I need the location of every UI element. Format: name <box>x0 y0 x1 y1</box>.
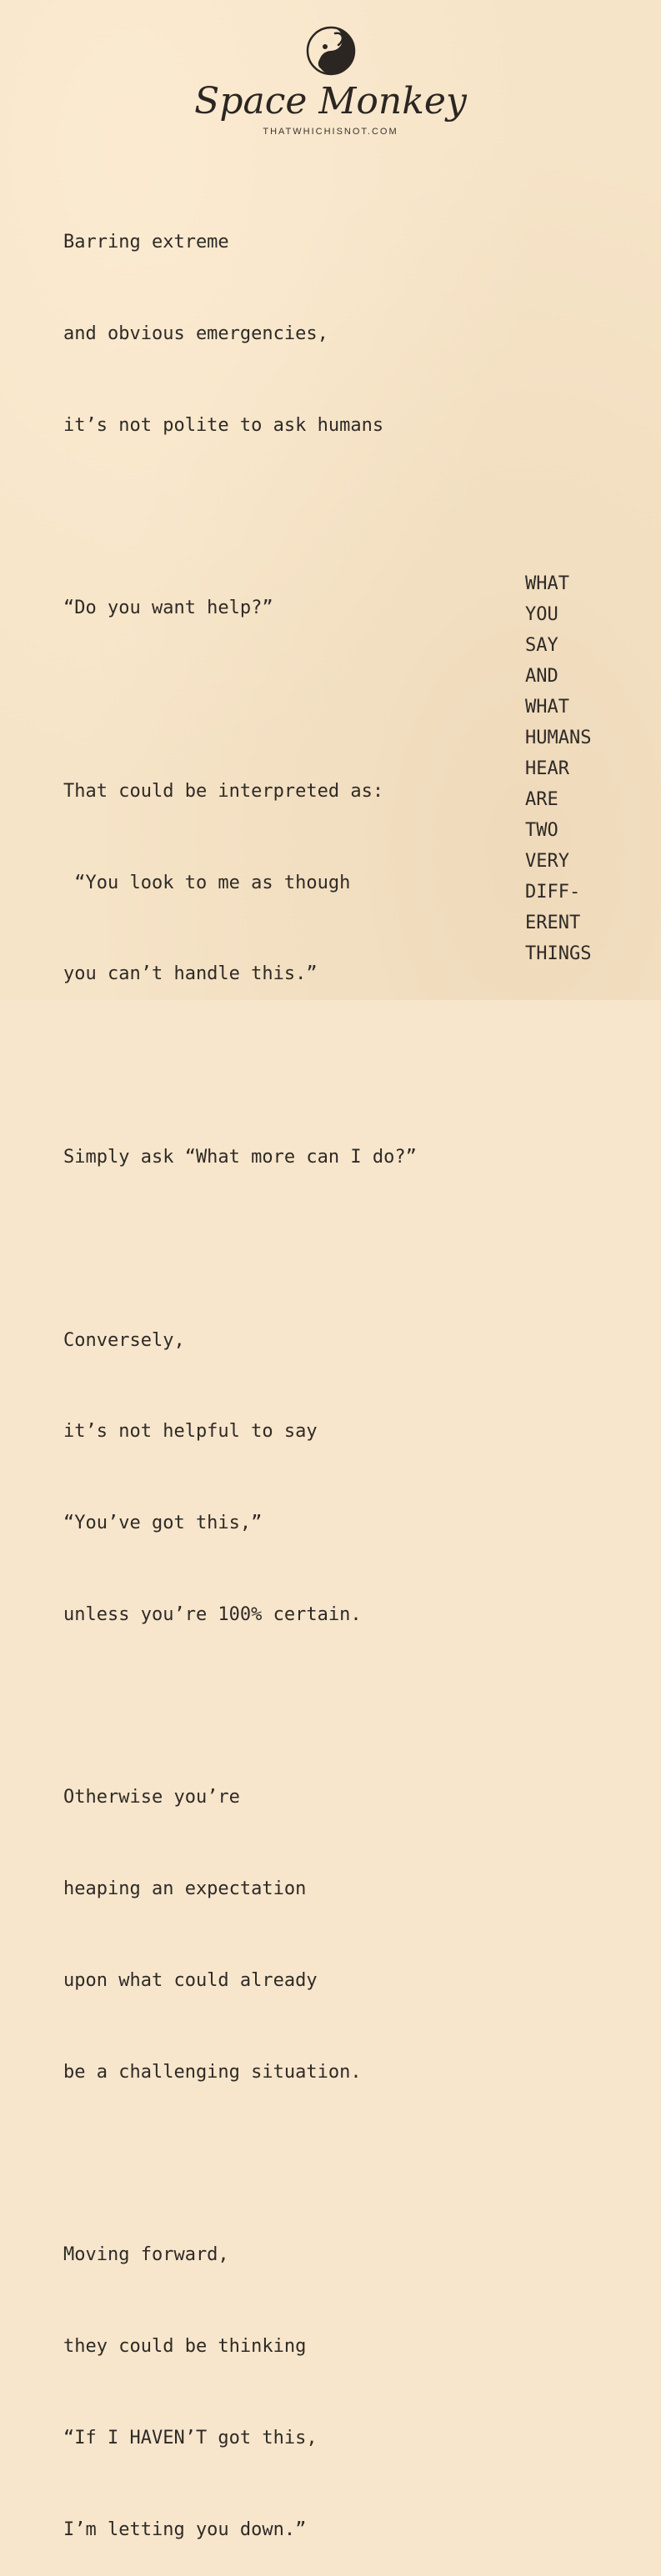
side-word: TWO <box>525 820 558 841</box>
poem-line: Conversely, <box>63 1329 185 1351</box>
poem-line: “If I HAVEN’T got this, <box>63 2427 318 2448</box>
side-word: WHAT <box>525 573 569 594</box>
side-word: ARE <box>525 789 558 810</box>
site-url: THATWHICHISNOT.COM <box>263 127 398 137</box>
poem-line: heaping an expectation <box>63 1878 307 1900</box>
brand-title: Space Monkey <box>194 80 467 123</box>
side-word: SAY <box>525 635 558 656</box>
side-column <box>525 568 650 969</box>
side-word: DIFF- <box>525 882 581 903</box>
poem-line <box>63 1692 513 1723</box>
side-word: AND <box>525 666 558 687</box>
side-word: YOU <box>525 604 558 625</box>
poem-line <box>63 2149 513 2180</box>
side-word: WHAT <box>525 697 569 718</box>
space-monkey-logo-icon <box>305 25 357 77</box>
poem-line: it’s not polite to ask humans <box>63 414 384 436</box>
poem-line: upon what could already <box>63 1970 318 1992</box>
side-word: ERENT <box>525 913 581 933</box>
poem-line: they could be thinking <box>63 2336 307 2358</box>
poem-line: That could be interpreted as: <box>63 780 384 802</box>
header <box>0 25 661 137</box>
poem-line: unless you’re 100% certain. <box>63 1603 362 1625</box>
poem-line: Barring extreme <box>63 232 229 253</box>
poem-line: you can’t handle this.” <box>63 963 318 985</box>
poem-line: “Do you want help?” <box>63 598 273 619</box>
poem-line: “You’ve got this,” <box>63 1513 263 1534</box>
poem-line: it’s not helpful to say <box>63 1421 318 1443</box>
poem-line: Moving forward, <box>63 2244 229 2266</box>
poem-line <box>63 685 513 716</box>
poem-text <box>63 167 513 2576</box>
poem-line <box>63 1051 513 1082</box>
side-word: HEAR <box>525 758 569 779</box>
poem-line: “You look to me as though <box>63 872 351 893</box>
side-word: THINGS <box>525 943 592 964</box>
poem-line: Simply ask “What more can I do?” <box>63 1147 417 1168</box>
poem-line: be a challenging situation. <box>63 2061 362 2083</box>
poem-line: Otherwise you’re <box>63 1787 240 1808</box>
side-word: HUMANS <box>525 728 592 748</box>
poem-line <box>63 1234 513 1265</box>
poem-line <box>63 503 513 533</box>
side-word: VERY <box>525 851 569 872</box>
poem-line: and obvious emergencies, <box>63 323 328 344</box>
poem-line: I’m letting you down.” <box>63 2518 307 2540</box>
